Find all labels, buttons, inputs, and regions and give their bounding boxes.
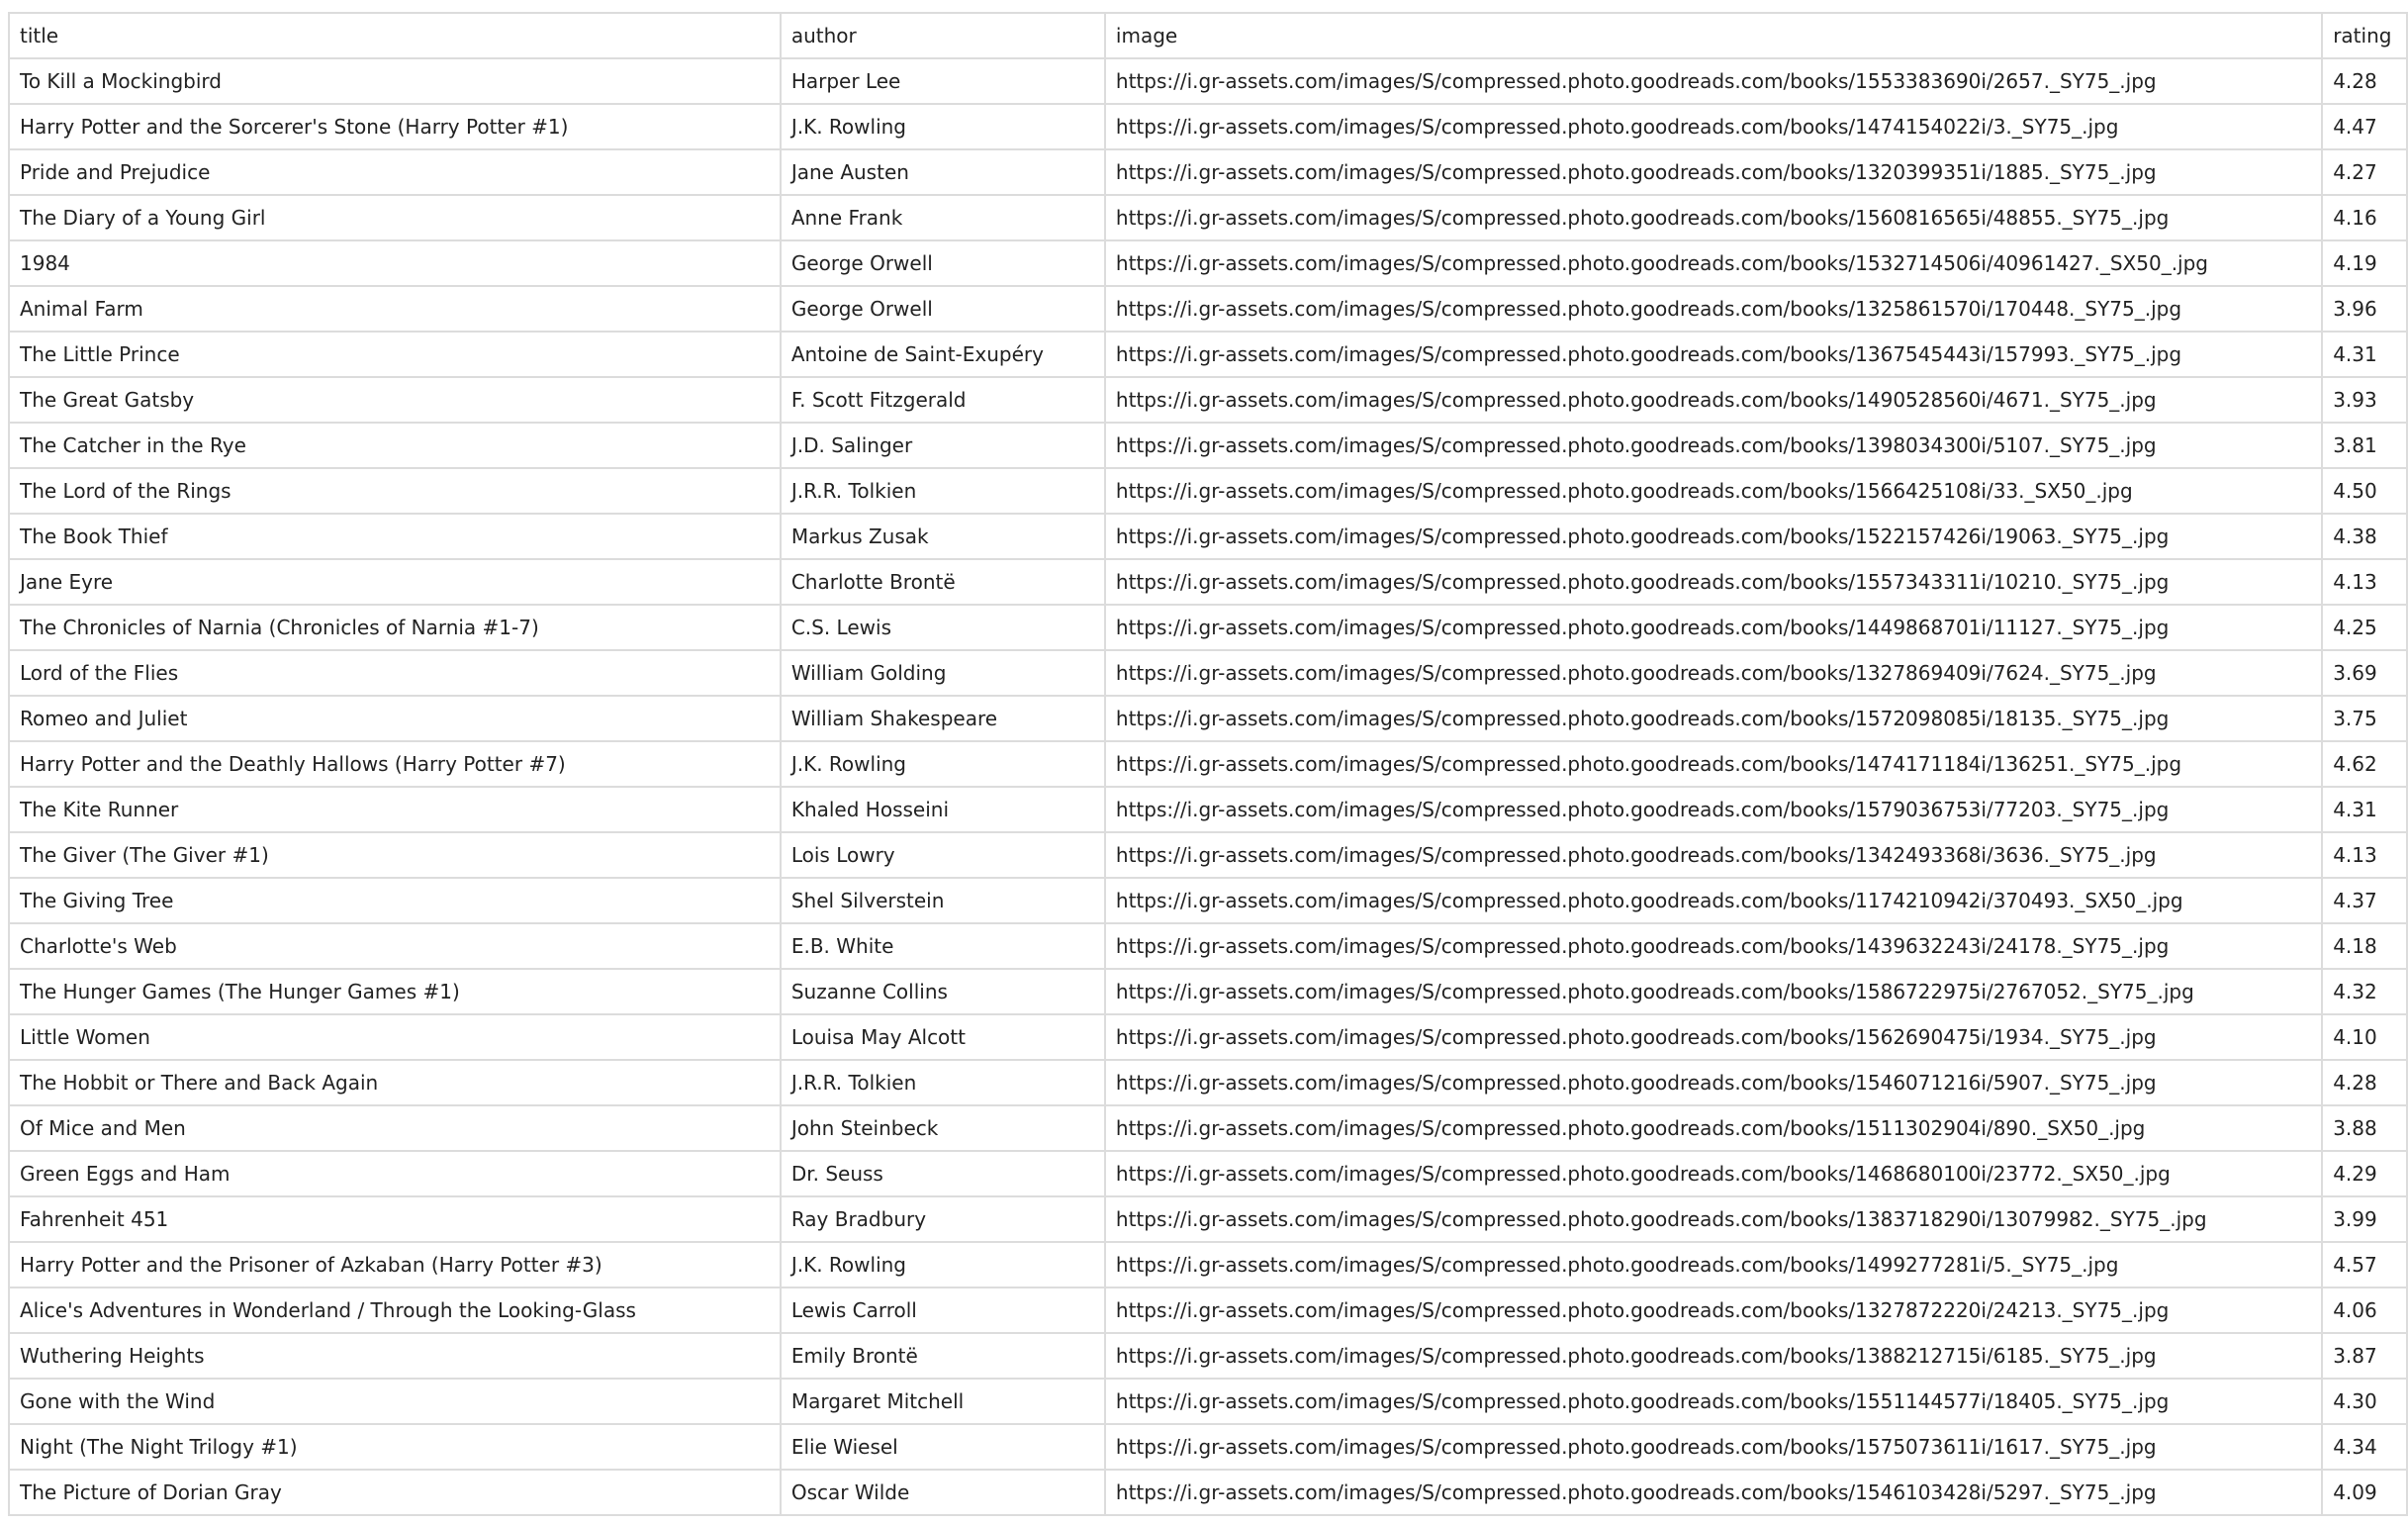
- cell-author[interactable]: Shel Silverstein: [781, 878, 1105, 923]
- cell-author[interactable]: Elie Wiesel: [781, 1424, 1105, 1470]
- cell-image[interactable]: https://i.gr-assets.com/images/S/compressed.photo.goodreads.com/books/1557343311i/10210._SY75_.jpg: [1105, 559, 2322, 605]
- cell-author[interactable]: Antoine de Saint-Exupéry: [781, 332, 1105, 377]
- cell-image[interactable]: https://i.gr-assets.com/images/S/compressed.photo.goodreads.com/books/1566425108i/33._SX50_.jpg: [1105, 468, 2322, 514]
- cell-image[interactable]: https://i.gr-assets.com/images/S/compressed.photo.goodreads.com/books/1490528560i/4671._SY75_.jpg: [1105, 377, 2322, 423]
- cell-title[interactable]: Romeo and Juliet: [9, 696, 781, 741]
- table-row[interactable]: [9, 1151, 2407, 1196]
- cell-rating[interactable]: 4.29: [2322, 1151, 2407, 1196]
- cell-image[interactable]: https://i.gr-assets.com/images/S/compressed.photo.goodreads.com/books/1398034300i/5107._SY75_.jpg: [1105, 423, 2322, 468]
- cell-author[interactable]: Suzanne Collins: [781, 969, 1105, 1014]
- cell-title[interactable]: Harry Potter and the Prisoner of Azkaban (Harry Potter #3): [9, 1242, 781, 1288]
- cell-image[interactable]: https://i.gr-assets.com/images/S/compressed.photo.goodreads.com/books/1327872220i/24213._SY75_.jpg: [1105, 1288, 2322, 1333]
- cell-title[interactable]: Wuthering Heights: [9, 1333, 781, 1379]
- table-row[interactable]: [9, 1060, 2407, 1105]
- table-row[interactable]: [9, 1333, 2407, 1379]
- table-row[interactable]: [9, 514, 2407, 559]
- cell-author[interactable]: Harper Lee: [781, 58, 1105, 104]
- cell-rating[interactable]: 4.16: [2322, 195, 2407, 240]
- cell-rating[interactable]: 3.96: [2322, 286, 2407, 332]
- column-header-author[interactable]: author: [781, 13, 1105, 58]
- cell-title[interactable]: The Little Prince: [9, 332, 781, 377]
- table-row[interactable]: [9, 923, 2407, 969]
- table-row[interactable]: [9, 969, 2407, 1014]
- cell-title[interactable]: Of Mice and Men: [9, 1105, 781, 1151]
- cell-rating[interactable]: 4.10: [2322, 1014, 2407, 1060]
- cell-image[interactable]: https://i.gr-assets.com/images/S/compressed.photo.goodreads.com/books/1383718290i/13079982._SY75_.jpg: [1105, 1196, 2322, 1242]
- cell-title[interactable]: The Hunger Games (The Hunger Games #1): [9, 969, 781, 1014]
- table-row[interactable]: [9, 195, 2407, 240]
- cell-author[interactable]: Anne Frank: [781, 195, 1105, 240]
- cell-image[interactable]: https://i.gr-assets.com/images/S/compressed.photo.goodreads.com/books/1579036753i/77203._SY75_.jpg: [1105, 787, 2322, 832]
- cell-rating[interactable]: 4.09: [2322, 1470, 2407, 1515]
- cell-title[interactable]: 1984: [9, 240, 781, 286]
- cell-title[interactable]: Little Women: [9, 1014, 781, 1060]
- cell-image[interactable]: https://i.gr-assets.com/images/S/compressed.photo.goodreads.com/books/1553383690i/2657._SY75_.jpg: [1105, 58, 2322, 104]
- cell-title[interactable]: The Hobbit or There and Back Again: [9, 1060, 781, 1105]
- cell-rating[interactable]: 4.47: [2322, 104, 2407, 149]
- cell-rating[interactable]: 4.19: [2322, 240, 2407, 286]
- cell-image[interactable]: https://i.gr-assets.com/images/S/compressed.photo.goodreads.com/books/1367545443i/157993._SY75_.jpg: [1105, 332, 2322, 377]
- table-row[interactable]: [9, 1379, 2407, 1424]
- cell-author[interactable]: J.D. Salinger: [781, 423, 1105, 468]
- table-container: [8, 12, 2408, 1516]
- cell-title[interactable]: Harry Potter and the Sorcerer's Stone (Harry Potter #1): [9, 104, 781, 149]
- cell-author[interactable]: Jane Austen: [781, 149, 1105, 195]
- table-row[interactable]: [9, 377, 2407, 423]
- cell-author[interactable]: C.S. Lewis: [781, 605, 1105, 650]
- cell-author[interactable]: Margaret Mitchell: [781, 1379, 1105, 1424]
- cell-author[interactable]: E.B. White: [781, 923, 1105, 969]
- cell-author[interactable]: J.K. Rowling: [781, 104, 1105, 149]
- table-row[interactable]: [9, 1424, 2407, 1470]
- cell-image[interactable]: https://i.gr-assets.com/images/S/compressed.photo.goodreads.com/books/1546071216i/5907._SY75_.jpg: [1105, 1060, 2322, 1105]
- cell-title[interactable]: Green Eggs and Ham: [9, 1151, 781, 1196]
- table-row[interactable]: [9, 58, 2407, 104]
- cell-author[interactable]: George Orwell: [781, 286, 1105, 332]
- cell-image[interactable]: https://i.gr-assets.com/images/S/compressed.photo.goodreads.com/books/1388212715i/6185._SY75_.jpg: [1105, 1333, 2322, 1379]
- cell-title[interactable]: Charlotte's Web: [9, 923, 781, 969]
- cell-image[interactable]: https://i.gr-assets.com/images/S/compressed.photo.goodreads.com/books/1474154022i/3._SY75_.jpg: [1105, 104, 2322, 149]
- table-row[interactable]: [9, 104, 2407, 149]
- cell-image[interactable]: https://i.gr-assets.com/images/S/compressed.photo.goodreads.com/books/1586722975i/2767052._SY75_.jpg: [1105, 969, 2322, 1014]
- cell-author[interactable]: Khaled Hosseini: [781, 787, 1105, 832]
- cell-rating[interactable]: 3.69: [2322, 650, 2407, 696]
- cell-image[interactable]: https://i.gr-assets.com/images/S/compressed.photo.goodreads.com/books/1320399351i/1885._SY75_.jpg: [1105, 149, 2322, 195]
- cell-rating[interactable]: 3.87: [2322, 1333, 2407, 1379]
- cell-image[interactable]: https://i.gr-assets.com/images/S/compressed.photo.goodreads.com/books/1439632243i/24178._SY75_.jpg: [1105, 923, 2322, 969]
- cell-title[interactable]: Gone with the Wind: [9, 1379, 781, 1424]
- cell-image[interactable]: https://i.gr-assets.com/images/S/compressed.photo.goodreads.com/books/1572098085i/18135._SY75_.jpg: [1105, 696, 2322, 741]
- cell-image[interactable]: https://i.gr-assets.com/images/S/compressed.photo.goodreads.com/books/1522157426i/19063._SY75_.jpg: [1105, 514, 2322, 559]
- cell-image[interactable]: https://i.gr-assets.com/images/S/compressed.photo.goodreads.com/books/1560816565i/48855._SY75_.jpg: [1105, 195, 2322, 240]
- table-row[interactable]: [9, 787, 2407, 832]
- cell-title[interactable]: The Giver (The Giver #1): [9, 832, 781, 878]
- cell-author[interactable]: Ray Bradbury: [781, 1196, 1105, 1242]
- cell-author[interactable]: J.R.R. Tolkien: [781, 468, 1105, 514]
- cell-author[interactable]: William Shakespeare: [781, 696, 1105, 741]
- table-row[interactable]: [9, 832, 2407, 878]
- cell-title[interactable]: To Kill a Mockingbird: [9, 58, 781, 104]
- cell-author[interactable]: F. Scott Fitzgerald: [781, 377, 1105, 423]
- cell-rating[interactable]: 4.31: [2322, 332, 2407, 377]
- cell-author[interactable]: J.R.R. Tolkien: [781, 1060, 1105, 1105]
- table-row[interactable]: [9, 1196, 2407, 1242]
- table-row[interactable]: [9, 1470, 2407, 1515]
- cell-image[interactable]: https://i.gr-assets.com/images/S/compressed.photo.goodreads.com/books/1342493368i/3636._SY75_.jpg: [1105, 832, 2322, 878]
- table-row[interactable]: [9, 1288, 2407, 1333]
- cell-rating[interactable]: 4.25: [2322, 605, 2407, 650]
- cell-title[interactable]: The Chronicles of Narnia (Chronicles of Narnia #1-7): [9, 605, 781, 650]
- cell-title[interactable]: The Kite Runner: [9, 787, 781, 832]
- cell-author[interactable]: Charlotte Brontë: [781, 559, 1105, 605]
- cell-rating[interactable]: 4.30: [2322, 1379, 2407, 1424]
- cell-image[interactable]: https://i.gr-assets.com/images/S/compressed.photo.goodreads.com/books/1546103428i/5297._SY75_.jpg: [1105, 1470, 2322, 1515]
- cell-image[interactable]: https://i.gr-assets.com/images/S/compressed.photo.goodreads.com/books/1575073611i/1617._SY75_.jpg: [1105, 1424, 2322, 1470]
- cell-author[interactable]: Louisa May Alcott: [781, 1014, 1105, 1060]
- cell-author[interactable]: Lois Lowry: [781, 832, 1105, 878]
- column-header-image[interactable]: image: [1105, 13, 2322, 58]
- cell-title[interactable]: The Giving Tree: [9, 878, 781, 923]
- cell-image[interactable]: https://i.gr-assets.com/images/S/compressed.photo.goodreads.com/books/1327869409i/7624._SY75_.jpg: [1105, 650, 2322, 696]
- table-row[interactable]: [9, 332, 2407, 377]
- table-row[interactable]: [9, 149, 2407, 195]
- table-row[interactable]: [9, 1014, 2407, 1060]
- cell-rating[interactable]: 4.27: [2322, 149, 2407, 195]
- table-row[interactable]: [9, 423, 2407, 468]
- books-table: [8, 12, 2408, 1516]
- table-row[interactable]: [9, 696, 2407, 741]
- table-row[interactable]: [9, 1242, 2407, 1288]
- cell-image[interactable]: https://i.gr-assets.com/images/S/compressed.photo.goodreads.com/books/1468680100i/23772._SX50_.jpg: [1105, 1151, 2322, 1196]
- cell-author[interactable]: Oscar Wilde: [781, 1470, 1105, 1515]
- cell-rating[interactable]: 4.62: [2322, 741, 2407, 787]
- cell-rating[interactable]: 4.13: [2322, 832, 2407, 878]
- cell-rating[interactable]: 4.50: [2322, 468, 2407, 514]
- table-row[interactable]: [9, 1105, 2407, 1151]
- cell-image[interactable]: https://i.gr-assets.com/images/S/compressed.photo.goodreads.com/books/1511302904i/890._SX50_.jpg: [1105, 1105, 2322, 1151]
- cell-title[interactable]: Lord of the Flies: [9, 650, 781, 696]
- cell-rating[interactable]: 4.28: [2322, 1060, 2407, 1105]
- table-row[interactable]: [9, 605, 2407, 650]
- cell-title[interactable]: The Book Thief: [9, 514, 781, 559]
- cell-rating[interactable]: 4.28: [2322, 58, 2407, 104]
- cell-image[interactable]: https://i.gr-assets.com/images/S/compressed.photo.goodreads.com/books/1551144577i/18405._SY75_.jpg: [1105, 1379, 2322, 1424]
- cell-title[interactable]: The Picture of Dorian Gray: [9, 1470, 781, 1515]
- table-row[interactable]: [9, 741, 2407, 787]
- cell-rating[interactable]: 4.31: [2322, 787, 2407, 832]
- cell-rating[interactable]: 4.13: [2322, 559, 2407, 605]
- cell-rating[interactable]: 4.06: [2322, 1288, 2407, 1333]
- cell-image[interactable]: https://i.gr-assets.com/images/S/compressed.photo.goodreads.com/books/1474171184i/136251._SY75_.jpg: [1105, 741, 2322, 787]
- table-row[interactable]: [9, 559, 2407, 605]
- cell-author[interactable]: George Orwell: [781, 240, 1105, 286]
- cell-rating[interactable]: 3.75: [2322, 696, 2407, 741]
- cell-image[interactable]: https://i.gr-assets.com/images/S/compressed.photo.goodreads.com/books/1499277281i/5._SY75_.jpg: [1105, 1242, 2322, 1288]
- cell-author[interactable]: Markus Zusak: [781, 514, 1105, 559]
- cell-author[interactable]: William Golding: [781, 650, 1105, 696]
- cell-title[interactable]: The Diary of a Young Girl: [9, 195, 781, 240]
- cell-image[interactable]: https://i.gr-assets.com/images/S/compressed.photo.goodreads.com/books/1174210942i/370493._SX50_.jpg: [1105, 878, 2322, 923]
- cell-image[interactable]: https://i.gr-assets.com/images/S/compressed.photo.goodreads.com/books/1449868701i/11127._SY75_.jpg: [1105, 605, 2322, 650]
- cell-image[interactable]: https://i.gr-assets.com/images/S/compressed.photo.goodreads.com/books/1562690475i/1934._SY75_.jpg: [1105, 1014, 2322, 1060]
- cell-image[interactable]: https://i.gr-assets.com/images/S/compressed.photo.goodreads.com/books/1532714506i/40961427._SX50_.jpg: [1105, 240, 2322, 286]
- cell-title[interactable]: The Great Gatsby: [9, 377, 781, 423]
- table-body: [9, 58, 2407, 1515]
- table-row[interactable]: [9, 878, 2407, 923]
- table-row[interactable]: [9, 286, 2407, 332]
- cell-rating[interactable]: 4.34: [2322, 1424, 2407, 1470]
- cell-rating[interactable]: 3.81: [2322, 423, 2407, 468]
- cell-rating[interactable]: 4.37: [2322, 878, 2407, 923]
- cell-title[interactable]: Alice's Adventures in Wonderland / Through the Looking-Glass: [9, 1288, 781, 1333]
- cell-title[interactable]: Harry Potter and the Deathly Hallows (Harry Potter #7): [9, 741, 781, 787]
- cell-author[interactable]: Emily Brontë: [781, 1333, 1105, 1379]
- cell-author[interactable]: Lewis Carroll: [781, 1288, 1105, 1333]
- cell-author[interactable]: John Steinbeck: [781, 1105, 1105, 1151]
- cell-author[interactable]: Dr. Seuss: [781, 1151, 1105, 1196]
- table-row[interactable]: [9, 468, 2407, 514]
- cell-rating[interactable]: 4.57: [2322, 1242, 2407, 1288]
- cell-author[interactable]: J.K. Rowling: [781, 741, 1105, 787]
- column-header-title[interactable]: title: [9, 13, 781, 58]
- cell-title[interactable]: Fahrenheit 451: [9, 1196, 781, 1242]
- table-row[interactable]: [9, 650, 2407, 696]
- cell-rating[interactable]: 4.38: [2322, 514, 2407, 559]
- cell-image[interactable]: https://i.gr-assets.com/images/S/compressed.photo.goodreads.com/books/1325861570i/170448._SY75_.jpg: [1105, 286, 2322, 332]
- cell-title[interactable]: The Lord of the Rings: [9, 468, 781, 514]
- cell-rating[interactable]: 4.18: [2322, 923, 2407, 969]
- cell-author[interactable]: J.K. Rowling: [781, 1242, 1105, 1288]
- cell-rating[interactable]: 4.32: [2322, 969, 2407, 1014]
- cell-title[interactable]: Night (The Night Trilogy #1): [9, 1424, 781, 1470]
- cell-rating[interactable]: 3.88: [2322, 1105, 2407, 1151]
- cell-rating[interactable]: 3.93: [2322, 377, 2407, 423]
- column-header-rating[interactable]: rating: [2322, 13, 2407, 58]
- table-row[interactable]: [9, 240, 2407, 286]
- cell-title[interactable]: Jane Eyre: [9, 559, 781, 605]
- table-header-row: [9, 13, 2407, 58]
- cell-title[interactable]: Pride and Prejudice: [9, 149, 781, 195]
- cell-rating[interactable]: 3.99: [2322, 1196, 2407, 1242]
- cell-title[interactable]: Animal Farm: [9, 286, 781, 332]
- cell-title[interactable]: The Catcher in the Rye: [9, 423, 781, 468]
